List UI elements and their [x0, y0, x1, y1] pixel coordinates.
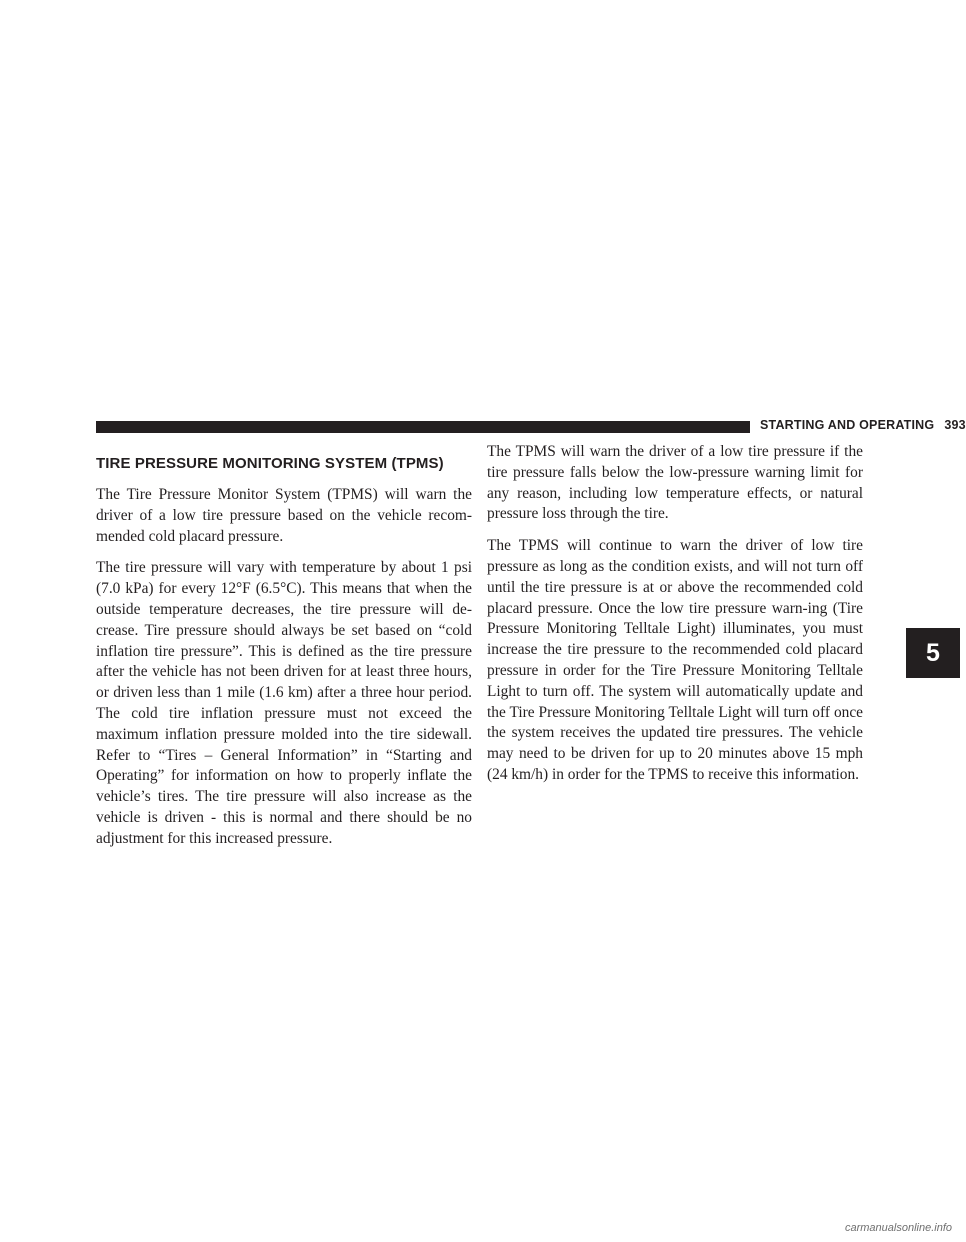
chapter-number: 5: [926, 638, 940, 667]
paragraph: The TPMS will warn the driver of a low tire pressure if the tire pressure falls below the low-pressure warning limit for any reason, including low temperature effects, or natural pressure loss through the tire.: [487, 443, 863, 523]
left-column: [96, 442, 472, 861]
right-column: [487, 442, 863, 797]
paragraph: The tire pressure will vary with temperature by about 1 psi (7.0 kPa) for every 12°F (6.5°C). This means that when the outside temperature decreases, the tire pressure will de-crease. Tire pressure should always be set based on “cold inflation tire pressure”. This is defined as the tire pressure after the vehicle has not been driven for at least three hours, or driven less than 1 mile (1.6 km) after a three hour period. The cold tire inflation pressure must not exceed the maximum inflation pressure molded into the tire sidewall. Refer to “Tires – General Information” in “Starting and Operating” for information on how to properly inflate the vehicle’s tires. The tire pressure will also increase as the vehicle is driven - this is normal and there should be no adjustment for this increased pressure.: [96, 559, 472, 847]
header-rule: [96, 421, 750, 433]
section-heading: TIRE PRESSURE MONITORING SYSTEM (TPMS): [96, 455, 444, 472]
watermark: carmanualsonline.info: [844, 1222, 952, 1234]
paragraph: The Tire Pressure Monitor System (TPMS) will warn the driver of a low tire pressure based on the vehicle recom-mended cold placard pressure.: [96, 486, 472, 545]
chapter-tab: [906, 628, 960, 678]
paragraph: The TPMS will continue to warn the driver of low tire pressure as long as the condition exists, and will not turn off until the tire pressure is at or above the recommended cold placard pressure. Once the low tire pressure warn-ing (Tire Pressure Monitoring Telltale Light) illuminates, you must increase the tire pressure to the recommended cold placard pressure in order for the Tire Pressure Monitoring Telltale Light to turn off. The system will automatically update and the Tire Pressure Monitoring Telltale Light will turn off once the system receives the updated tire pressures. The vehicle may need to be driven for up to 20 minutes above 15 mph (24 km/h) in order for the TPMS to receive this information.: [487, 537, 863, 783]
page-number: 393: [944, 418, 966, 432]
header-section-title: STARTING AND OPERATING: [760, 418, 935, 432]
running-header: [760, 418, 966, 432]
